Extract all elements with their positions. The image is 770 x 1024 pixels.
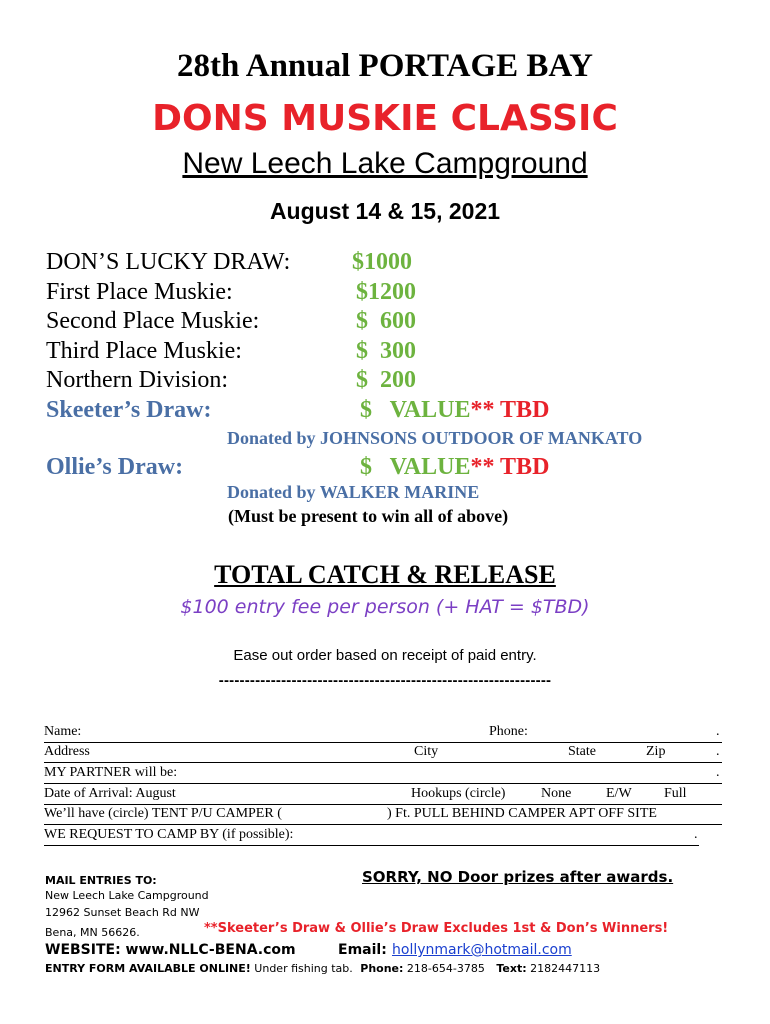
phone-footer-label: Phone:: [360, 962, 404, 975]
excludes-note: **Skeeter’s Draw & Ollie’s Draw Excludes 1st & Don’s Winners!: [204, 921, 669, 936]
prize-label-first: First Place Muskie:: [46, 279, 233, 305]
prize-value-lucky-draw: $1000: [352, 249, 412, 275]
campground-name: New Leech Lake Campground: [182, 147, 588, 180]
website-link[interactable]: WEBSITE: www.NLLC-BENA.com: [45, 942, 296, 958]
arrival-label: Date of Arrival: August: [44, 786, 176, 801]
phone-label: Phone:: [489, 724, 528, 739]
row-end-dot: .: [694, 827, 698, 842]
catch-release-title: TOTAL CATCH & RELEASE: [214, 560, 556, 589]
form-row-arrival[interactable]: [44, 784, 722, 805]
email-label: Email:: [338, 942, 387, 958]
ollie-draw-label: Ollie’s Draw:: [46, 454, 184, 480]
prize-value-first: $1200: [356, 279, 416, 305]
row-end-dot: .: [716, 765, 720, 780]
mail-address-line1: New Leech Lake Campground: [45, 889, 209, 902]
text-footer-label: Text:: [496, 962, 527, 975]
under-fishing-tab: Under fishing tab.: [250, 962, 353, 975]
event-date: August 14 & 15, 2021: [269, 198, 501, 224]
name-label: Name:: [44, 724, 82, 739]
ollie-draw-value: [360, 452, 549, 482]
camper-type-label[interactable]: We’ll have (circle) TENT P/U CAMPER (: [44, 806, 282, 821]
city-label: City: [414, 744, 439, 759]
camp-by-label: WE REQUEST TO CAMP BY (if possible):: [44, 827, 294, 842]
entry-fee: $100 entry fee per person (+ HAT = $TBD): [180, 596, 590, 618]
prize-value-second: $ 600: [356, 308, 416, 334]
pull-behind-label[interactable]: ) Ft. PULL BEHIND CAMPER APT OFF SITE: [387, 806, 657, 821]
address-label: Address: [44, 744, 90, 759]
prize-value-third: $ 300: [356, 338, 416, 364]
hookup-full-option[interactable]: Full: [664, 786, 687, 801]
ollie-tbd: TBD: [494, 454, 550, 480]
partner-label: MY PARTNER will be:: [44, 765, 178, 780]
event-title-line1: 28th Annual PORTAGE BAY: [176, 48, 594, 84]
zip-label: Zip: [646, 744, 666, 759]
event-title-line2: DONS MUSKIE CLASSIC: [152, 98, 618, 139]
contact-line: [45, 962, 600, 975]
must-be-present-note: (Must be present to win all of above): [228, 506, 509, 526]
form-row-name[interactable]: [44, 722, 722, 743]
prize-value-northern: $ 200: [356, 367, 416, 393]
skeeter-value-text: $ VALUE: [360, 397, 471, 423]
skeeter-tbd: TBD: [494, 397, 550, 423]
phone-number[interactable]: 218-654-3785: [406, 962, 485, 975]
ollie-value-text: $ VALUE: [360, 454, 471, 480]
email-link[interactable]: hollynmark@hotmail.com: [392, 942, 572, 958]
text-number[interactable]: 2182447113: [530, 962, 601, 975]
skeeter-draw-label: Skeeter’s Draw:: [46, 397, 212, 423]
form-row-camper[interactable]: [44, 804, 722, 825]
skeeter-draw-value: [360, 395, 549, 425]
skeeter-donated-by: Donated by JOHNSONS OUTDOOR OF MANKATO: [227, 428, 643, 448]
form-row-camp-by[interactable]: [44, 825, 699, 846]
mail-address-line2: 12962 Sunset Beach Rd NW: [45, 906, 200, 919]
hookup-ew-option[interactable]: E/W: [606, 786, 632, 801]
prize-label-lucky-draw: DON’S LUCKY DRAW:: [46, 249, 291, 275]
ollie-stars: **: [470, 454, 495, 480]
hookups-label[interactable]: Hookups (circle): [411, 786, 506, 801]
mail-entries-title: MAIL ENTRIES TO:: [45, 874, 157, 887]
prize-label-third: Third Place Muskie:: [46, 338, 242, 364]
prize-label-northern: Northern Division:: [46, 367, 228, 393]
entry-form-online-note: ENTRY FORM AVAILABLE ONLINE!: [45, 962, 251, 975]
cut-line: ----------------------------------------------------------------: [218, 672, 552, 689]
row-end-dot: .: [716, 724, 720, 739]
ease-out-note: Ease out order based on receipt of paid entry.: [233, 647, 537, 664]
prize-label-second: Second Place Muskie:: [46, 308, 260, 334]
mail-address-line3: Bena, MN 56626.: [45, 926, 140, 939]
skeeter-stars: **: [470, 397, 495, 423]
form-row-address[interactable]: [44, 742, 722, 763]
hookup-none-option[interactable]: None: [541, 786, 572, 801]
no-door-prizes-note: SORRY, NO Door prizes after awards.: [362, 868, 674, 886]
form-row-partner[interactable]: [44, 763, 722, 784]
row-end-dot: .: [716, 744, 720, 759]
state-label: State: [568, 744, 596, 759]
ollie-donated-by: Donated by WALKER MARINE: [227, 482, 480, 502]
